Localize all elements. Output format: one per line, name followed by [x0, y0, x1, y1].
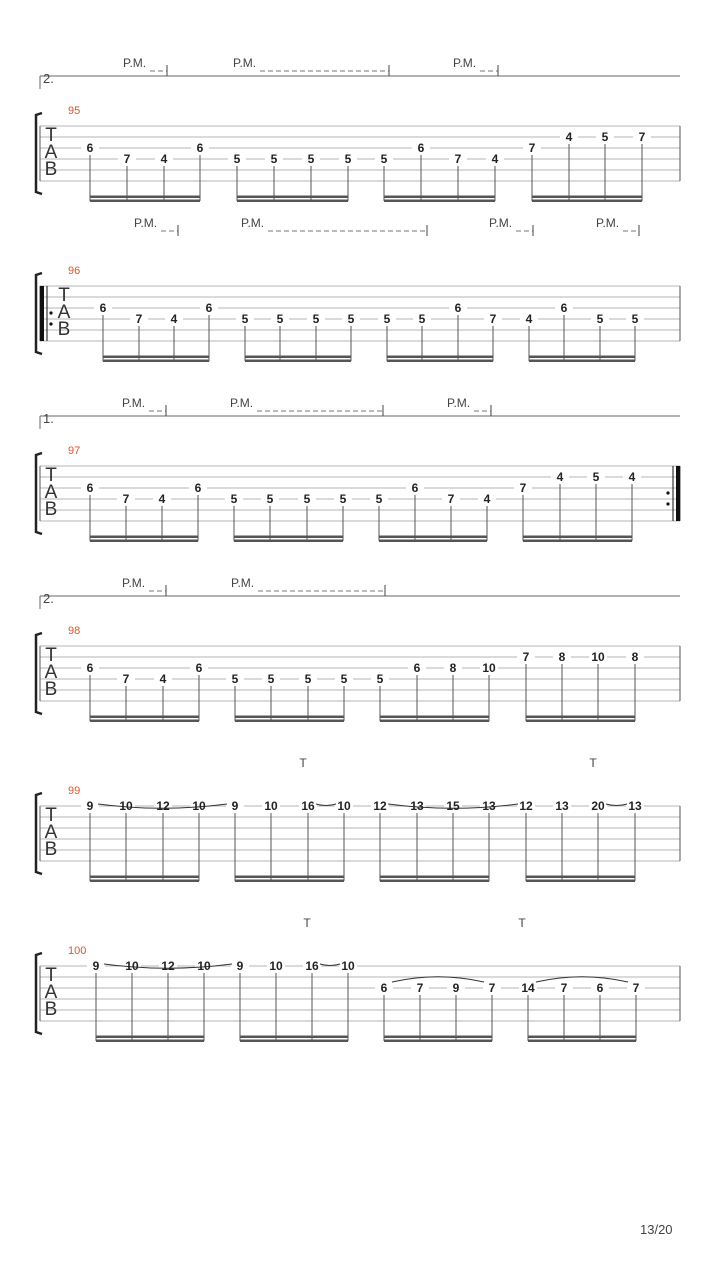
fret-number: 10 — [125, 959, 139, 973]
beam-secondary — [90, 880, 199, 883]
fret-number: 7 — [416, 981, 424, 995]
fret-number: 16 — [305, 959, 319, 973]
fret-number: 7 — [122, 672, 130, 686]
volta-number: 2. — [43, 591, 54, 606]
beam-primary — [387, 356, 493, 359]
fret-number: 5 — [347, 312, 355, 326]
beam-secondary — [96, 1040, 204, 1043]
fret-number: 6 — [380, 981, 388, 995]
tab-clef-letter: B — [57, 319, 71, 340]
beam-primary — [523, 536, 632, 539]
tab-clef-letter: T — [45, 645, 57, 666]
measure-number: 99 — [68, 785, 81, 797]
repeat-dot — [49, 311, 52, 314]
tab-clef-letter: B — [44, 999, 58, 1020]
beam-secondary — [90, 200, 200, 203]
fret-number: 7 — [454, 152, 462, 166]
repeat-dot — [666, 502, 669, 505]
repeat-dot — [666, 491, 669, 494]
beam-primary — [235, 716, 344, 719]
fret-number: 7 — [123, 152, 131, 166]
fret-number: 7 — [135, 312, 143, 326]
beam-secondary — [90, 720, 199, 723]
fret-number: 5 — [231, 672, 239, 686]
fret-number: 8 — [449, 661, 457, 675]
beam-primary — [235, 876, 344, 879]
tab-clef-letter: A — [57, 302, 71, 323]
palm-mute-label: P.M. — [122, 396, 146, 410]
fret-number: 5 — [376, 672, 384, 686]
tab-clef-letter: T — [58, 285, 70, 306]
tab-clef-letter: A — [44, 822, 58, 843]
tab-clef-letter: T — [45, 965, 57, 986]
beam-primary — [103, 356, 209, 359]
fret-number: 7 — [447, 492, 455, 506]
repeat-start-thick-bar — [40, 286, 44, 341]
palm-mute-label: P.M. — [231, 576, 255, 590]
fret-number: 10 — [119, 799, 133, 813]
slur-arc — [320, 964, 340, 966]
palm-mute-label: P.M. — [134, 216, 158, 230]
fret-number: 5 — [270, 152, 278, 166]
beam-primary — [380, 716, 489, 719]
fret-number: 5 — [631, 312, 639, 326]
beam-primary — [245, 356, 351, 359]
measure-number: 100 — [68, 945, 87, 957]
fret-number: 5 — [276, 312, 284, 326]
beam-primary — [526, 716, 635, 719]
fret-number: 6 — [417, 141, 425, 155]
fret-number: 7 — [528, 141, 536, 155]
fret-number: 4 — [628, 470, 636, 484]
measure-number: 98 — [68, 625, 81, 637]
beam-primary — [234, 536, 343, 539]
beam-secondary — [235, 720, 344, 723]
beam-secondary — [234, 540, 343, 543]
fret-number: 6 — [86, 481, 94, 495]
fret-number: 6 — [596, 981, 604, 995]
system-bracket — [36, 633, 42, 714]
measure-number: 96 — [68, 265, 81, 277]
fret-number: 4 — [170, 312, 178, 326]
beam-primary — [528, 1036, 636, 1039]
fret-number: 5 — [267, 672, 275, 686]
slur-arc — [606, 804, 627, 806]
fret-number: 7 — [489, 312, 497, 326]
fret-number: 5 — [418, 312, 426, 326]
tab-clef-letter: A — [44, 482, 58, 503]
fret-number: 16 — [301, 799, 315, 813]
tab-system-96 — [36, 225, 680, 362]
tap-mark: T — [299, 756, 307, 770]
fret-number: 9 — [231, 799, 239, 813]
fret-number: 6 — [205, 301, 213, 315]
fret-number: 5 — [312, 312, 320, 326]
fret-number: 7 — [519, 481, 527, 495]
tab-system-97 — [36, 405, 680, 542]
repeat-end-thick-bar — [676, 466, 680, 521]
fret-number: 4 — [556, 470, 564, 484]
fret-number: 5 — [344, 152, 352, 166]
fret-number: 9 — [452, 981, 460, 995]
beam-secondary — [529, 360, 635, 363]
fret-number: 13 — [482, 799, 496, 813]
slur-arc — [316, 804, 336, 806]
fret-number: 6 — [194, 481, 202, 495]
fret-number: 4 — [160, 152, 168, 166]
beam-secondary — [90, 540, 198, 543]
fret-number: 7 — [632, 981, 640, 995]
palm-mute-label: P.M. — [241, 216, 265, 230]
beam-primary — [237, 196, 348, 199]
fret-number: 4 — [491, 152, 499, 166]
beam-primary — [90, 876, 199, 879]
tab-clef-letter: A — [44, 662, 58, 683]
fret-number: 13 — [410, 799, 424, 813]
beam-secondary — [380, 720, 489, 723]
beam-secondary — [379, 540, 487, 543]
fret-number: 6 — [196, 141, 204, 155]
fret-number: 10 — [197, 959, 211, 973]
beam-secondary — [103, 360, 209, 363]
page-number: 13/20 — [640, 1222, 673, 1237]
beam-primary — [379, 536, 487, 539]
fret-number: 12 — [156, 799, 170, 813]
tab-clef-letter: T — [45, 125, 57, 146]
fret-number: 5 — [241, 312, 249, 326]
volta-number: 1. — [43, 411, 54, 426]
tab-clef-letter: B — [44, 679, 58, 700]
fret-number: 7 — [638, 130, 646, 144]
fret-number: 13 — [555, 799, 569, 813]
tab-clef-letter: A — [44, 142, 58, 163]
fret-number: 12 — [519, 799, 533, 813]
fret-number: 6 — [413, 661, 421, 675]
fret-number: 8 — [558, 650, 566, 664]
fret-number: 7 — [488, 981, 496, 995]
tap-mark: T — [589, 756, 597, 770]
fret-number: 6 — [86, 661, 94, 675]
fret-number: 6 — [195, 661, 203, 675]
beam-primary — [90, 196, 200, 199]
fret-number: 12 — [161, 959, 175, 973]
fret-number: 10 — [264, 799, 278, 813]
fret-number: 12 — [373, 799, 387, 813]
palm-mute-label: P.M. — [230, 396, 254, 410]
fret-number: 5 — [596, 312, 604, 326]
fret-number: 14 — [521, 981, 535, 995]
beam-secondary — [235, 880, 344, 883]
repeat-dot — [49, 322, 52, 325]
beam-primary — [526, 876, 635, 879]
measure-number: 95 — [68, 105, 81, 117]
fret-number: 7 — [522, 650, 530, 664]
fret-number: 6 — [411, 481, 419, 495]
fret-number: 5 — [380, 152, 388, 166]
beam-primary — [240, 1036, 348, 1039]
fret-number: 6 — [86, 141, 94, 155]
fret-number: 6 — [560, 301, 568, 315]
palm-mute-label: P.M. — [447, 396, 471, 410]
fret-number: 5 — [383, 312, 391, 326]
fret-number: 10 — [337, 799, 351, 813]
fret-number: 15 — [446, 799, 460, 813]
fret-number: 5 — [339, 492, 347, 506]
fret-number: 5 — [303, 492, 311, 506]
tab-system-95 — [36, 65, 680, 202]
beam-primary — [96, 1036, 204, 1039]
fret-number: 10 — [269, 959, 283, 973]
beam-secondary — [526, 880, 635, 883]
beam-secondary — [380, 880, 489, 883]
palm-mute-label: P.M. — [233, 56, 257, 70]
fret-number: 5 — [601, 130, 609, 144]
tap-mark: T — [303, 916, 311, 930]
tab-system-98 — [36, 585, 680, 722]
palm-mute-label: P.M. — [123, 56, 147, 70]
tab-clef-letter: B — [44, 159, 58, 180]
fret-number: 8 — [631, 650, 639, 664]
fret-number: 20 — [591, 799, 605, 813]
fret-number: 5 — [375, 492, 383, 506]
beam-primary — [384, 1036, 492, 1039]
fret-number: 9 — [236, 959, 244, 973]
beam-primary — [532, 196, 642, 199]
palm-mute-label: P.M. — [122, 576, 146, 590]
tap-mark: T — [518, 916, 526, 930]
fret-number: 5 — [230, 492, 238, 506]
fret-number: 5 — [233, 152, 241, 166]
fret-number: 9 — [92, 959, 100, 973]
beam-secondary — [384, 200, 495, 203]
system-bracket — [36, 953, 42, 1034]
fret-number: 5 — [340, 672, 348, 686]
tab-clef-letter: A — [44, 982, 58, 1003]
beam-primary — [529, 356, 635, 359]
beam-primary — [90, 716, 199, 719]
tab-clef-letter: B — [44, 839, 58, 860]
fret-number: 5 — [304, 672, 312, 686]
system-bracket — [36, 113, 42, 194]
beam-primary — [380, 876, 489, 879]
fret-number: 5 — [592, 470, 600, 484]
beam-secondary — [237, 200, 348, 203]
beam-secondary — [526, 720, 635, 723]
beam-secondary — [532, 200, 642, 203]
palm-mute-label: P.M. — [489, 216, 513, 230]
system-bracket — [36, 453, 42, 534]
beam-secondary — [384, 1040, 492, 1043]
fret-number: 6 — [454, 301, 462, 315]
measure-number: 97 — [68, 445, 81, 457]
palm-mute-label: P.M. — [453, 56, 477, 70]
system-bracket — [36, 793, 42, 874]
fret-number: 13 — [628, 799, 642, 813]
beam-secondary — [245, 360, 351, 363]
fret-number: 4 — [158, 492, 166, 506]
volta-number: 2. — [43, 71, 54, 86]
tab-clef-letter: B — [44, 499, 58, 520]
fret-number: 9 — [86, 799, 94, 813]
fret-number: 5 — [307, 152, 315, 166]
fret-number: 10 — [482, 661, 496, 675]
beam-primary — [384, 196, 495, 199]
beam-secondary — [528, 1040, 636, 1043]
fret-number: 4 — [159, 672, 167, 686]
tab-clef-letter: T — [45, 805, 57, 826]
fret-number: 4 — [483, 492, 491, 506]
tab-clef-letter: T — [45, 465, 57, 486]
beam-secondary — [523, 540, 632, 543]
fret-number: 4 — [525, 312, 533, 326]
palm-mute-label: P.M. — [596, 216, 620, 230]
beam-secondary — [387, 360, 493, 363]
beam-secondary — [240, 1040, 348, 1043]
beam-primary — [90, 536, 198, 539]
fret-number: 4 — [565, 130, 573, 144]
fret-number: 10 — [341, 959, 355, 973]
fret-number: 10 — [591, 650, 605, 664]
fret-number: 5 — [266, 492, 274, 506]
fret-number: 10 — [192, 799, 206, 813]
fret-number: 6 — [99, 301, 107, 315]
fret-number: 7 — [122, 492, 130, 506]
fret-number: 7 — [560, 981, 568, 995]
